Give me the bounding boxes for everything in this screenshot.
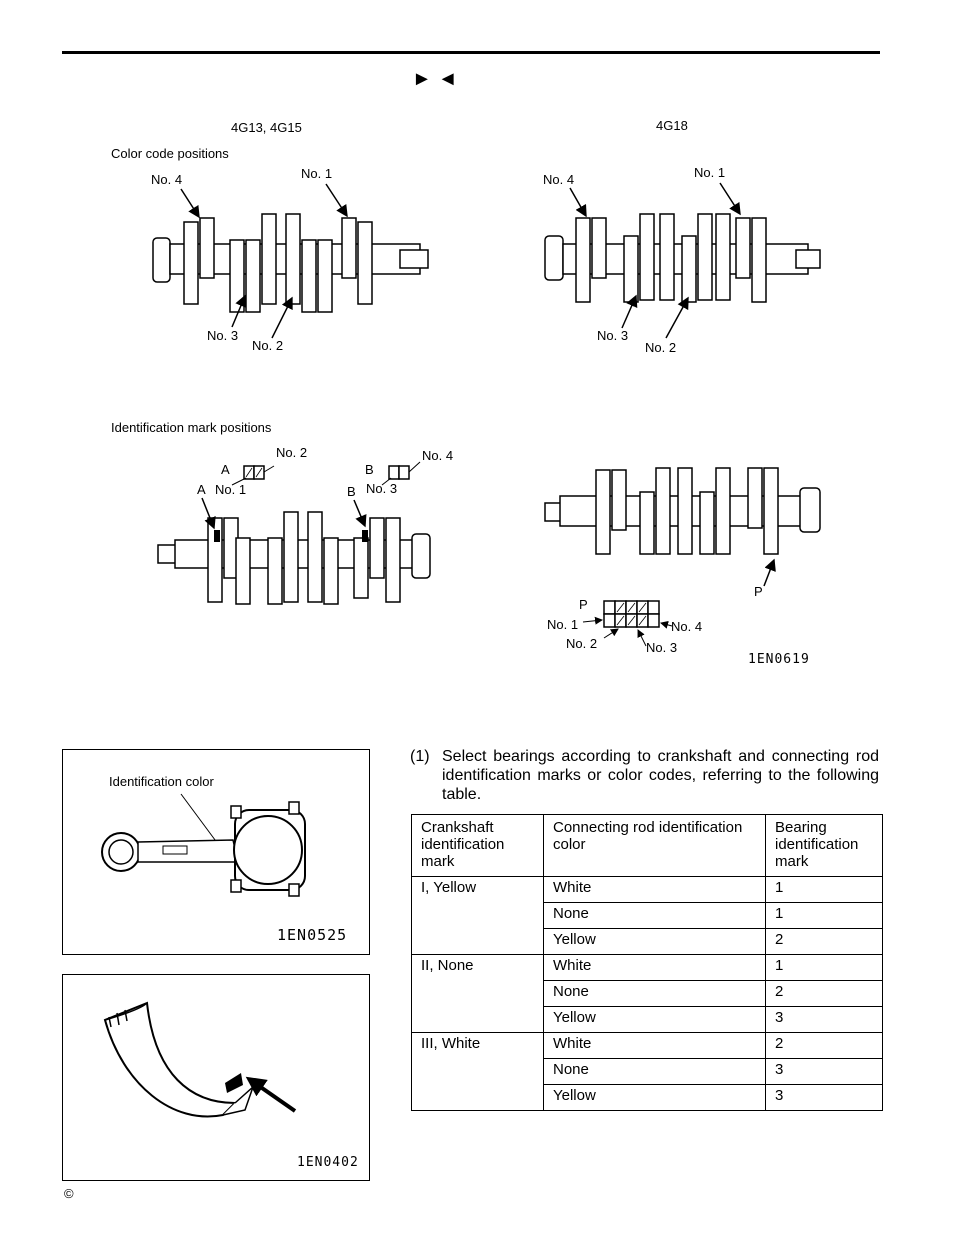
right-engine-title: 4G18 xyxy=(656,118,688,133)
copyright-symbol: © xyxy=(64,1186,74,1201)
bearing-figure xyxy=(62,974,370,1181)
mark-p: P xyxy=(579,597,588,612)
identification-color-label: Identification color xyxy=(109,774,214,789)
color-code-section-label: Color code positions xyxy=(111,146,229,161)
callout-no2: No. 2 xyxy=(566,636,598,651)
bearing-mark-cell: 3 xyxy=(766,1059,883,1085)
bearing-mark-cell: 2 xyxy=(766,981,883,1007)
crankshaft-left-id xyxy=(158,512,430,604)
callout-no1: No. 1 xyxy=(301,166,333,181)
crankshaft-right-color xyxy=(545,214,820,302)
callout-no4: No. 4 xyxy=(671,619,703,634)
step-number: (1) xyxy=(410,748,430,765)
bearing-mark-cell: 1 xyxy=(766,955,883,981)
rod-color-cell: None xyxy=(544,981,766,1007)
mark-a: A xyxy=(197,482,206,497)
callout-no1: No. 1 xyxy=(215,482,247,497)
callout-no4: No. 4 xyxy=(151,172,183,187)
step-text: Select bearings according to crankshaft and connecting rod identification marks or color codes, referring to the following table. xyxy=(442,748,879,803)
bearing-mark-cell: 3 xyxy=(766,1085,883,1111)
rod-color-cell: None xyxy=(544,1059,766,1085)
callout-no3: No. 3 xyxy=(207,328,239,343)
callout-no1: No. 1 xyxy=(694,165,726,180)
table-row xyxy=(412,877,883,903)
bearing-mark-cell: 2 xyxy=(766,929,883,955)
rod-color-cell: Yellow xyxy=(544,929,766,955)
rod-color-cell: White xyxy=(544,955,766,981)
rod-color-cell: White xyxy=(544,877,766,903)
callout-no3: No. 3 xyxy=(366,481,398,496)
callout-no3: No. 3 xyxy=(646,640,678,655)
mark-p: P xyxy=(754,584,763,599)
crankshaft-left-color xyxy=(153,214,428,312)
table-row xyxy=(412,955,883,981)
callout-no3: No. 3 xyxy=(597,328,629,343)
crankshaft-mark-cell: I, Yellow xyxy=(412,877,544,955)
figure-code: 1EN0619 xyxy=(748,652,810,667)
connecting-rod-figure xyxy=(62,749,370,955)
header-rod-color: Connecting rod identification color xyxy=(544,815,766,877)
figure-code: 1EN0525 xyxy=(277,926,348,944)
callout-no4: No. 4 xyxy=(543,172,575,187)
header-crankshaft-mark: Crankshaft identification mark xyxy=(412,815,544,877)
rod-color-cell: Yellow xyxy=(544,1085,766,1111)
mark-b: B xyxy=(365,462,374,477)
table-row xyxy=(412,1033,883,1059)
bearing-mark-cell: 1 xyxy=(766,877,883,903)
callout-no2: No. 2 xyxy=(645,340,677,355)
bearing-selection-table xyxy=(411,814,883,1111)
callout-no1: No. 1 xyxy=(547,617,579,632)
left-engine-title: 4G13, 4G15 xyxy=(231,120,302,135)
rod-color-cell: Yellow xyxy=(544,1007,766,1033)
bearing-mark-cell: 2 xyxy=(766,1033,883,1059)
table-header-row xyxy=(412,815,883,877)
figure-code: 1EN0402 xyxy=(297,1155,359,1170)
rod-color-cell: White xyxy=(544,1033,766,1059)
crankshaft-right-id xyxy=(545,468,820,554)
callout-no2: No. 2 xyxy=(252,338,284,353)
bearing-mark-cell: 3 xyxy=(766,1007,883,1033)
section-markers: ►◄ xyxy=(412,68,464,90)
callout-no4: No. 4 xyxy=(422,448,454,463)
bearing-drawing xyxy=(63,975,369,1180)
connecting-rod-drawing xyxy=(63,750,369,954)
header-bearing-mark: Bearing identification mark xyxy=(766,815,883,877)
mark-b: B xyxy=(347,484,356,499)
callout-no2: No. 2 xyxy=(276,445,308,460)
p-mark-grid xyxy=(604,601,659,627)
bearing-mark-cell: 1 xyxy=(766,903,883,929)
mark-a: A xyxy=(221,462,230,477)
id-mark-section-label: Identification mark positions xyxy=(111,420,272,435)
rod-color-cell: None xyxy=(544,903,766,929)
crankshaft-mark-cell: II, None xyxy=(412,955,544,1033)
crankshaft-mark-cell: III, White xyxy=(412,1033,544,1111)
